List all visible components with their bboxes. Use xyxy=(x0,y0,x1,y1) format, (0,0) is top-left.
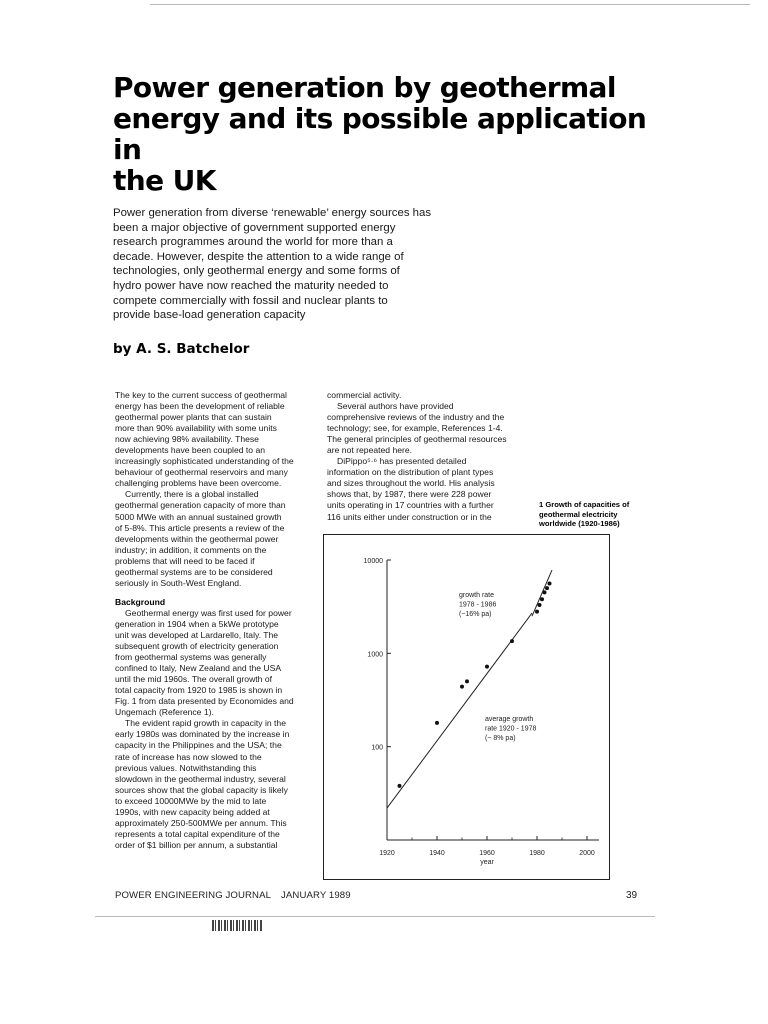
paragraph xyxy=(327,390,527,401)
data-point xyxy=(538,603,542,607)
x-tick-label: 1980 xyxy=(529,850,545,857)
section-heading-background: Background xyxy=(115,596,166,607)
paragraph xyxy=(115,489,315,588)
text-line: developments have been coupled to an xyxy=(115,445,266,456)
body-column-left xyxy=(115,390,315,851)
text-line: confined to Italy, New Zealand and the USA xyxy=(115,663,282,674)
data-point xyxy=(548,582,552,586)
page-number: 39 xyxy=(626,890,638,901)
paragraph xyxy=(327,401,527,456)
chart-annotation: growth rate xyxy=(459,592,495,599)
data-point xyxy=(435,721,439,725)
text-line: The evident rapid growth in capacity in the xyxy=(125,718,286,729)
text-line: order of $1 billion per annum, a substantial xyxy=(115,839,278,850)
x-tick-label: 1940 xyxy=(429,850,445,857)
text-line: unit was developed at Lardarello, Italy. The xyxy=(115,629,279,640)
abstract-line: decade. However, despite the attention to a wide range of xyxy=(113,250,404,263)
text-line: challenging problems have been overcome. xyxy=(115,478,282,489)
abstract-line: research programmes around the world for more than a xyxy=(113,236,393,249)
scan-barcode-mark xyxy=(212,920,262,931)
caption-line: geothermal electricity xyxy=(539,509,618,519)
growth-chart xyxy=(324,535,609,879)
text-line: Currently, there is a global installed xyxy=(125,489,259,500)
data-point xyxy=(485,665,489,669)
text-line: 1990s, with new capacity being added at xyxy=(115,806,270,817)
issue-date: JANUARY 1989 xyxy=(281,890,351,901)
data-point xyxy=(543,590,547,594)
data-point xyxy=(535,610,539,614)
text-line: The key to the current success of geothermal xyxy=(115,390,287,400)
text-line: Geothermal energy was first used for power xyxy=(125,607,292,618)
text-line: comprehensive reviews of the industry and the xyxy=(327,412,505,423)
text-line: geothermal power plants that can sustain xyxy=(115,412,272,423)
text-line: of 5-8%. This article presents a review of the xyxy=(115,522,285,533)
data-point xyxy=(465,679,469,683)
text-line: geothermal systems are to be considered xyxy=(115,566,273,577)
abstract-line: hydro power have now reached the maturity needed to xyxy=(113,279,389,292)
chart-annotation: (~16% pa) xyxy=(459,611,492,618)
text-line: increasingly sophisticated understanding of the xyxy=(115,456,294,467)
text-line: Several authors have provided xyxy=(337,401,454,412)
text-line: shows that, by 1987, there were 228 power xyxy=(327,489,492,500)
x-tick-label: 1960 xyxy=(479,850,495,857)
text-line: capacity in the Philippines and the USA; the xyxy=(115,740,282,751)
title-line: the UK xyxy=(113,164,216,197)
text-line: Fig. 1 from data presented by Economides and xyxy=(115,696,294,707)
data-point xyxy=(510,639,514,643)
text-line: information on the distribution of plant types xyxy=(327,467,494,478)
text-line: seriously in South-West England. xyxy=(115,577,242,588)
x-axis-label: year xyxy=(480,859,494,866)
abstract-line: Power generation from diverse ‘renewable’ energy sources has xyxy=(113,207,432,219)
y-tick-label: 1000 xyxy=(367,651,383,659)
paragraph xyxy=(115,718,315,851)
text-line: more than 90% availability with some units xyxy=(115,423,277,434)
journal-name: POWER ENGINEERING JOURNAL xyxy=(115,890,272,901)
text-line: now achieving 98% availability. These xyxy=(115,434,259,445)
abstract-line: been a major objective of government supported energy xyxy=(113,221,396,234)
text-line: The general principles of geothermal resources xyxy=(327,434,507,445)
trend-line xyxy=(387,613,532,808)
text-line: units operating in 17 countries with a further xyxy=(327,500,494,511)
text-line: DiPippo⁵·⁶ has presented detailed xyxy=(337,456,467,467)
text-line: sources show that the global capacity is likely xyxy=(115,784,288,795)
figure-frame xyxy=(323,534,610,880)
abstract-line: compete commercially with fossil and nuclear plants to xyxy=(113,294,388,307)
text-line: energy has been the development of reliable xyxy=(115,401,285,412)
caption-line: worldwide (1920-1986) xyxy=(539,519,620,529)
text-line: to exceed 10000MWe by the mid to late xyxy=(115,795,267,806)
data-point xyxy=(460,685,464,689)
data-point xyxy=(540,597,544,601)
text-line: Ungemach (Reference 1). xyxy=(115,707,214,718)
scan-edge-line xyxy=(150,4,750,5)
caption-line: 1 Growth of capacities of xyxy=(539,500,630,509)
paragraph xyxy=(327,456,527,522)
abstract-line: technologies, only geothermal energy and some forms of xyxy=(113,265,400,278)
x-tick-label: 1920 xyxy=(379,850,395,857)
x-tick-label: 2000 xyxy=(579,850,595,857)
text-line: 5000 MWe with an annual sustained growth xyxy=(115,511,282,522)
text-line: rate of increase has now slowed to the xyxy=(115,751,262,762)
trend-line xyxy=(532,570,552,616)
abstract-line: provide base-load generation capacity xyxy=(113,309,306,322)
article-title xyxy=(113,72,673,196)
chart-annotation: 1978 - 1986 xyxy=(459,601,497,609)
text-line: approximately 250-500MWe per annum. This xyxy=(115,817,287,828)
text-line: and sizes throughout the world. His analysis xyxy=(327,478,495,489)
text-line: 116 units either under construction or in the xyxy=(327,511,492,522)
text-line: subsequent growth of electricity generation xyxy=(115,641,279,652)
data-point xyxy=(545,586,549,590)
text-line: commercial activity. xyxy=(327,390,402,400)
abstract xyxy=(113,206,443,323)
text-line: generation in 1904 when a 5kWe prototype xyxy=(115,618,279,629)
body-column-right xyxy=(327,390,527,523)
data-point xyxy=(398,784,402,788)
text-line: represents a total capital expenditure of the xyxy=(115,828,280,839)
chart-annotation: average growth xyxy=(485,716,534,723)
running-footer xyxy=(115,890,351,901)
y-tick-label: 10000 xyxy=(363,558,383,565)
paragraph xyxy=(115,608,315,718)
text-line: early 1980s was dominated by the increase in xyxy=(115,729,290,740)
text-line: developments within the geothermal power xyxy=(115,533,279,544)
text-line: industry; in addition, it comments on the xyxy=(115,544,267,555)
text-line: are not repeated here. xyxy=(327,445,413,456)
text-line: until the mid 1960s. The overall growth of xyxy=(115,674,273,685)
scan-edge-line xyxy=(95,916,655,917)
figure-caption xyxy=(539,500,659,529)
text-line: geothermal generation capacity of more than xyxy=(115,500,286,511)
text-line: total capacity from 1920 to 1985 is shown in xyxy=(115,685,283,696)
title-line: energy and its possible application in xyxy=(113,102,647,166)
text-line: slowdown in the geothermal industry, several xyxy=(115,773,286,784)
text-line: behaviour of geothermal reservoirs and many xyxy=(115,467,288,478)
title-line: Power generation by geothermal xyxy=(113,71,616,104)
y-tick-label: 100 xyxy=(371,744,383,752)
text-line: from geothermal systems was generally xyxy=(115,652,267,663)
text-line: previous values. Notwithstanding this xyxy=(115,762,257,773)
chart-annotation: (~ 8% pa) xyxy=(485,735,516,742)
text-line: problems that will need to be faced if xyxy=(115,555,255,566)
author-byline: by A. S. Batchelor xyxy=(113,341,250,357)
chart-annotation: rate 1920 - 1978 xyxy=(485,725,537,733)
text-line: technology; see, for example, References 1-4. xyxy=(327,423,503,434)
paragraph xyxy=(115,390,315,489)
